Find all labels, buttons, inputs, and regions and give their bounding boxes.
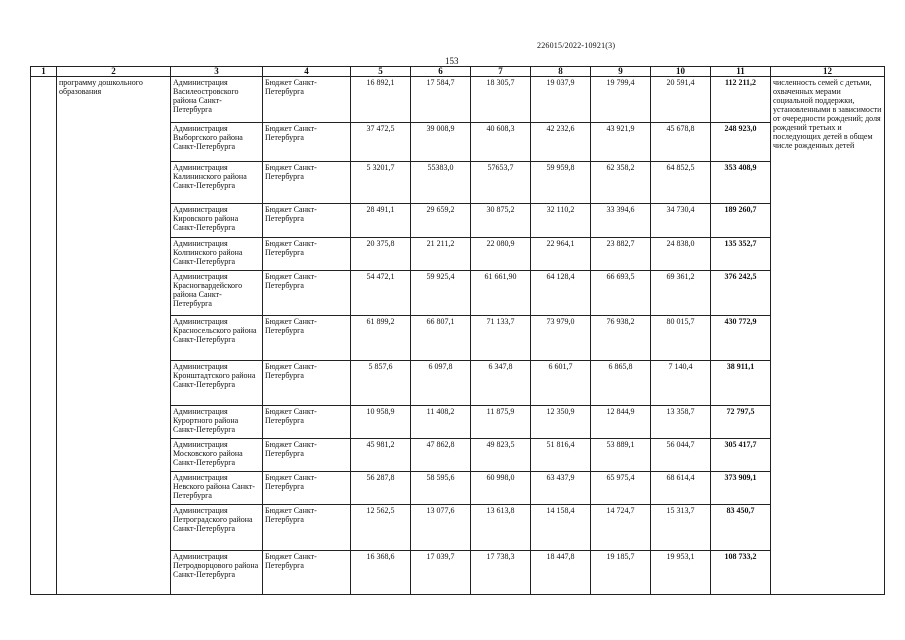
value-cell: 6 097,8 [411, 361, 471, 406]
value-cell: 13 358,7 [651, 406, 711, 439]
value-cell: 33 394,6 [591, 204, 651, 238]
value-cell: 19 799,4 [591, 77, 651, 123]
value-cell: 66 693,5 [591, 271, 651, 316]
value-cell: 45 678,8 [651, 123, 711, 162]
administration-cell: Администрация Кронштадтского района Санкт-Петербурга [171, 361, 263, 406]
value-cell: 22 080,9 [471, 238, 531, 271]
value-cell: 14 724,7 [591, 505, 651, 551]
funding-source-cell: Бюджет Санкт-Петербурга [263, 204, 351, 238]
funding-source-cell: Бюджет Санкт-Петербурга [263, 472, 351, 505]
value-cell: 40 608,3 [471, 123, 531, 162]
value-cell: 11 875,9 [471, 406, 531, 439]
administration-cell: Администрация Невского района Санкт-Петербурга [171, 472, 263, 505]
total-cell: 112 211,2 [711, 77, 771, 123]
value-cell: 12 844,9 [591, 406, 651, 439]
funding-source-cell: Бюджет Санкт-Петербурга [263, 271, 351, 316]
value-cell: 12 562,5 [351, 505, 411, 551]
value-cell: 53 889,1 [591, 439, 651, 472]
value-cell: 20 375,8 [351, 238, 411, 271]
value-cell: 29 659,2 [411, 204, 471, 238]
column-header-3: 3 [171, 67, 263, 77]
column-header-5: 5 [351, 67, 411, 77]
value-cell: 69 361,2 [651, 271, 711, 316]
document-number: 226015/2022-10921(3) [537, 41, 616, 50]
value-cell: 56 287,8 [351, 472, 411, 505]
value-cell: 18 447,8 [531, 551, 591, 595]
value-cell: 56 044,7 [651, 439, 711, 472]
value-cell: 20 591,4 [651, 77, 711, 123]
value-cell: 49 823,5 [471, 439, 531, 472]
value-cell: 68 614,4 [651, 472, 711, 505]
table-body [31, 77, 885, 595]
column-header-1: 1 [31, 67, 57, 77]
administration-cell: Администрация Василеостровского района Санкт-Петербурга [171, 77, 263, 123]
funding-source-cell: Бюджет Санкт-Петербурга [263, 361, 351, 406]
administration-cell: Администрация Курортного района Санкт-Петербурга [171, 406, 263, 439]
administration-cell: Администрация Петродворцового района Санкт-Петербурга [171, 551, 263, 595]
value-cell: 57653,7 [471, 162, 531, 204]
value-cell: 54 472,1 [351, 271, 411, 316]
value-cell: 23 882,7 [591, 238, 651, 271]
total-cell: 373 909,1 [711, 472, 771, 505]
value-cell: 11 408,2 [411, 406, 471, 439]
funding-source-cell: Бюджет Санкт-Петербурга [263, 316, 351, 361]
value-cell: 61 899,2 [351, 316, 411, 361]
value-cell: 58 595,6 [411, 472, 471, 505]
value-cell: 6 865,8 [591, 361, 651, 406]
funding-source-cell: Бюджет Санкт-Петербурга [263, 162, 351, 204]
value-cell: 71 133,7 [471, 316, 531, 361]
value-cell: 42 232,6 [531, 123, 591, 162]
value-cell: 64 852,5 [651, 162, 711, 204]
value-cell: 66 807,1 [411, 316, 471, 361]
value-cell: 28 491,1 [351, 204, 411, 238]
value-cell: 17 039,7 [411, 551, 471, 595]
value-cell: 45 981,2 [351, 439, 411, 472]
value-cell: 59 925,4 [411, 271, 471, 316]
value-cell: 47 862,8 [411, 439, 471, 472]
program-name-cell: программу дошкольного образования [57, 77, 171, 595]
total-cell: 376 242,5 [711, 271, 771, 316]
value-cell: 6 601,7 [531, 361, 591, 406]
funding-source-cell: Бюджет Санкт-Петербурга [263, 439, 351, 472]
value-cell: 16 892,1 [351, 77, 411, 123]
value-cell: 32 110,2 [531, 204, 591, 238]
value-cell: 37 472,5 [351, 123, 411, 162]
value-cell: 59 959,8 [531, 162, 591, 204]
value-cell: 61 661,90 [471, 271, 531, 316]
column-header-2: 2 [57, 67, 171, 77]
value-cell: 18 305,7 [471, 77, 531, 123]
value-cell: 65 975,4 [591, 472, 651, 505]
total-cell: 38 911,1 [711, 361, 771, 406]
column-header-6: 6 [411, 67, 471, 77]
value-cell: 30 875,2 [471, 204, 531, 238]
total-cell: 430 772,9 [711, 316, 771, 361]
funding-source-cell: Бюджет Санкт-Петербурга [263, 406, 351, 439]
value-cell: 7 140,4 [651, 361, 711, 406]
administration-cell: Администрация Московского района Санкт-Петербурга [171, 439, 263, 472]
column-header-4: 4 [263, 67, 351, 77]
value-cell: 17 738,3 [471, 551, 531, 595]
column-header-11: 11 [711, 67, 771, 77]
value-cell: 62 358,2 [591, 162, 651, 204]
value-cell: 14 158,4 [531, 505, 591, 551]
value-cell: 15 313,7 [651, 505, 711, 551]
value-cell: 19 953,1 [651, 551, 711, 595]
total-cell: 189 260,7 [711, 204, 771, 238]
value-cell: 21 211,2 [411, 238, 471, 271]
value-cell: 13 077,6 [411, 505, 471, 551]
value-cell: 60 998,0 [471, 472, 531, 505]
value-cell: 76 938,2 [591, 316, 651, 361]
value-cell: 34 730,4 [651, 204, 711, 238]
value-cell: 24 838,0 [651, 238, 711, 271]
total-cell: 135 352,7 [711, 238, 771, 271]
total-cell: 72 797,5 [711, 406, 771, 439]
column-header-8: 8 [531, 67, 591, 77]
value-cell: 10 958,9 [351, 406, 411, 439]
value-cell: 63 437,9 [531, 472, 591, 505]
value-cell: 22 964,1 [531, 238, 591, 271]
total-cell: 83 450,7 [711, 505, 771, 551]
total-cell: 305 417,7 [711, 439, 771, 472]
administration-cell: Администрация Кировского района Санкт-Петербурга [171, 204, 263, 238]
value-cell: 80 015,7 [651, 316, 711, 361]
administration-cell: Администрация Выборгского района Санкт-Петербурга [171, 123, 263, 162]
indicator-description-cell: численность семей с детьми, охваченных мерами социальной поддержки, установленными в зависимости от очередности рождений; доля рождений третьих и последующих детей в общем числе рожденных детей [771, 77, 885, 595]
funding-source-cell: Бюджет Санкт-Петербурга [263, 123, 351, 162]
administration-cell: Администрация Колпинского района Санкт-Петербурга [171, 238, 263, 271]
value-cell: 19 037,9 [531, 77, 591, 123]
funding-source-cell: Бюджет Санкт-Петербурга [263, 238, 351, 271]
administration-cell: Администрация Калининского района Санкт-Петербурга [171, 162, 263, 204]
total-cell: 108 733,2 [711, 551, 771, 595]
value-cell: 55383,0 [411, 162, 471, 204]
column-header-12: 12 [771, 67, 885, 77]
value-cell: 16 368,6 [351, 551, 411, 595]
administration-cell: Администрация Красногвардейского района Санкт-Петербурга [171, 271, 263, 316]
column-header-10: 10 [651, 67, 711, 77]
value-cell: 51 816,4 [531, 439, 591, 472]
column-header-9: 9 [591, 67, 651, 77]
administration-cell: Администрация Красносельского района Санкт-Петербурга [171, 316, 263, 361]
table-row [31, 77, 885, 123]
page-number: 153 [445, 56, 459, 66]
total-cell: 248 923,0 [711, 123, 771, 162]
value-cell: 43 921,9 [591, 123, 651, 162]
value-cell: 64 128,4 [531, 271, 591, 316]
table-header [31, 67, 885, 77]
administration-cell: Администрация Петроградского района Санкт-Петербурга [171, 505, 263, 551]
value-cell: 12 350,9 [531, 406, 591, 439]
row-number-cell [31, 77, 57, 595]
total-cell: 353 408,9 [711, 162, 771, 204]
value-cell: 5 857,6 [351, 361, 411, 406]
value-cell: 19 185,7 [591, 551, 651, 595]
budget-table [30, 66, 885, 595]
funding-source-cell: Бюджет Санкт-Петербурга [263, 551, 351, 595]
value-cell: 13 613,8 [471, 505, 531, 551]
column-header-7: 7 [471, 67, 531, 77]
value-cell: 6 347,8 [471, 361, 531, 406]
value-cell: 39 008,9 [411, 123, 471, 162]
funding-source-cell: Бюджет Санкт-Петербурга [263, 505, 351, 551]
value-cell: 73 979,0 [531, 316, 591, 361]
value-cell: 17 584,7 [411, 77, 471, 123]
funding-source-cell: Бюджет Санкт-Петербурга [263, 77, 351, 123]
value-cell: 5 3201,7 [351, 162, 411, 204]
